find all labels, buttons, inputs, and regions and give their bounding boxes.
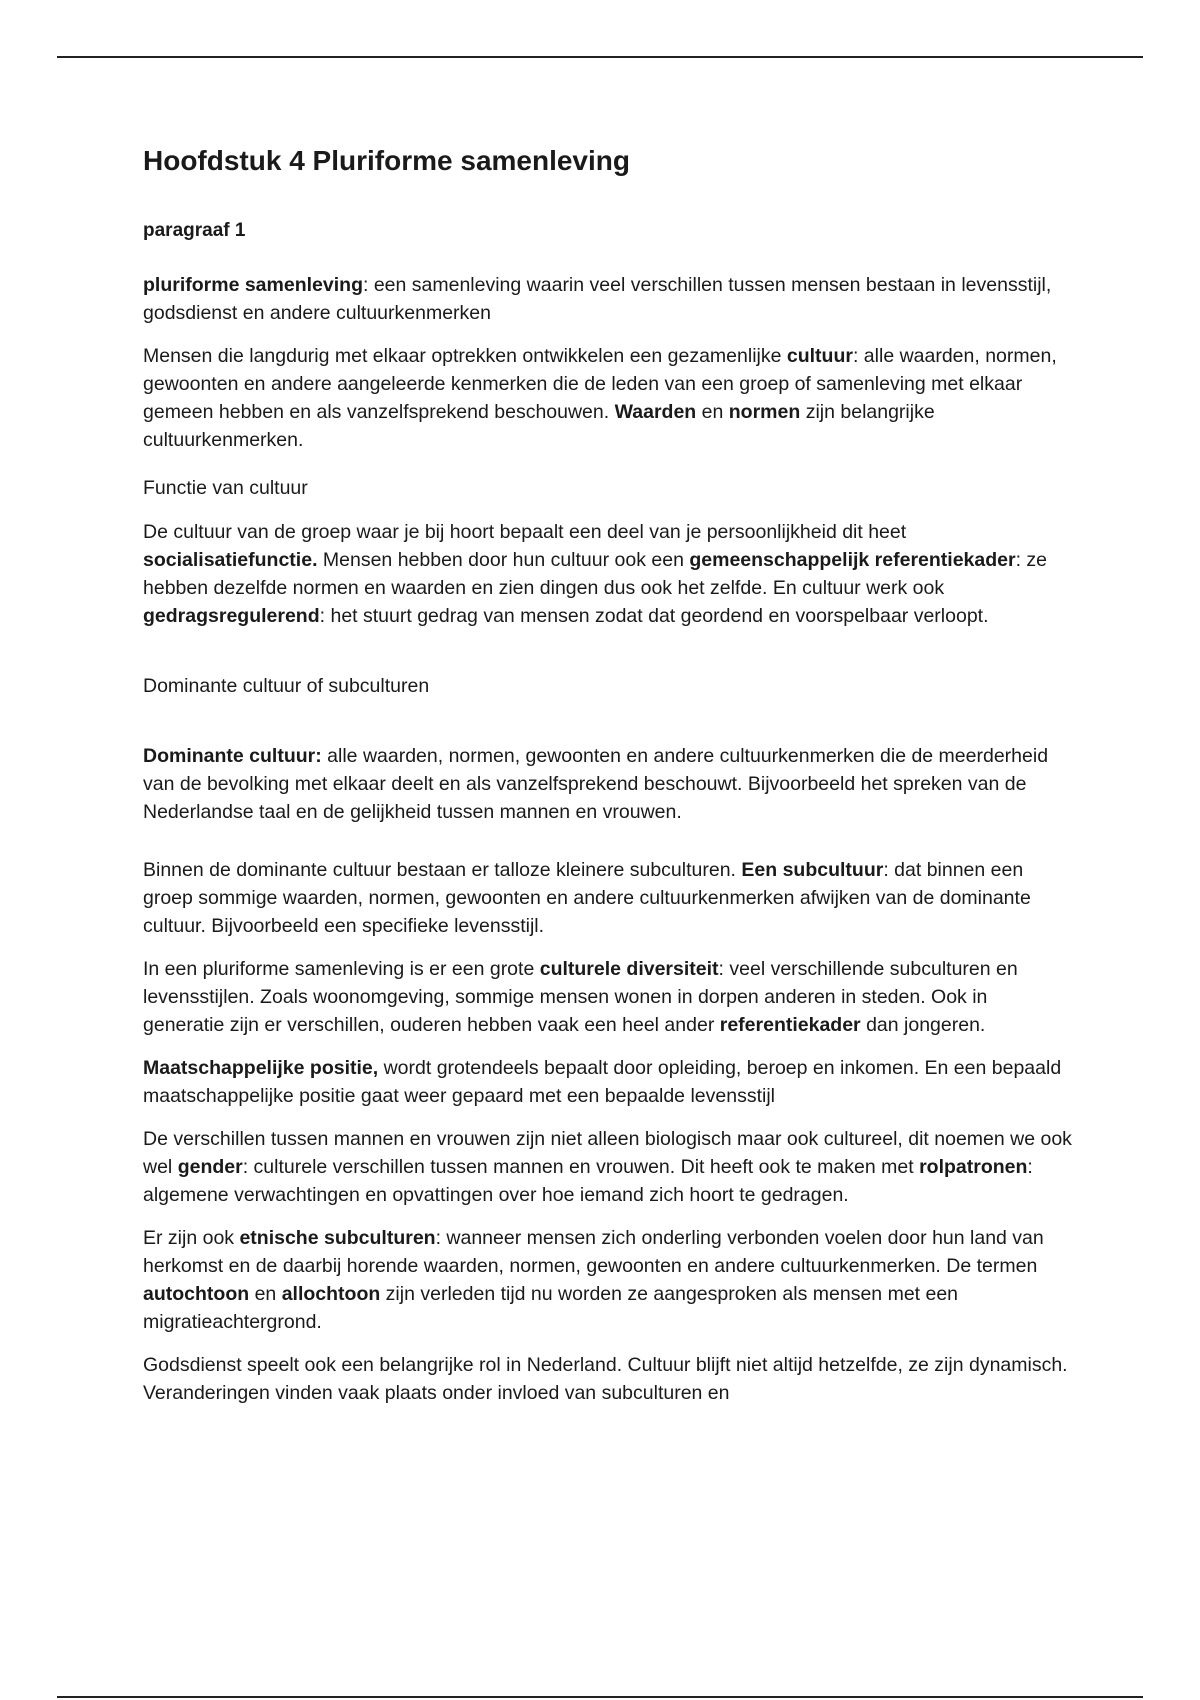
top-rule <box>57 56 1143 58</box>
paragraph-etnische-subculturen: Er zijn ook etnische subculturen: wanneer mensen zich onderling verbonden voelen door hun land van herkomst en de daarbij horende waarden, normen, gewoonten en andere cultuurkenmerken. De termen autochtoon en allochtoon zijn verleden tijd nu worden ze aangesproken als mensen met een migratieachtergrond. <box>143 1227 1044 1333</box>
term-bold: etnische subculturen <box>239 1227 436 1249</box>
subheading-dominante-cultuur: Dominante cultuur of subculturen <box>143 675 430 697</box>
term-bold: socialisatiefunctie. <box>143 549 318 571</box>
term-bold: culturele diversiteit <box>539 958 719 980</box>
term-bold: pluriforme samenleving <box>143 274 363 296</box>
term-bold: Dominante cultuur: <box>143 745 322 767</box>
term-bold: Een subcultuur <box>741 859 884 881</box>
paragraph-heading: paragraaf 1 <box>143 220 246 241</box>
paragraph-functie: De cultuur van de groep waar je bij hoort bepaalt een deel van je persoonlijkheid dit heet socialisatiefunctie. Mensen hebben door hun cultuur ook een gemeenschappelijk referentiekader: ze hebben dezelfde normen en waarden en zien dingen dus ook het zelfde. En cultuur werk ook gedragsregulerend: het stuurt gedrag van mensen zodat dat geordend en voorspelbaar verloopt. <box>143 521 1048 627</box>
paragraph-dominante-cultuur: Dominante cultuur: alle waarden, normen, gewoonten en andere cultuurkenmerken die de meerderheid van de bevolking met elkaar deelt en als vanzelfsprekend beschouwt. Bijvoorbeeld het spreken van de Nederlandse taal en de gelijkheid tussen mannen en vrouwen. <box>143 745 1049 823</box>
paragraph-maatschappelijke-positie: Maatschappelijke positie, wordt grotendeels bepaalt door opleiding, beroep en inkomen. En een bepaald maatschappelijke positie gaat weer gepaard met een bepaalde levensstijl <box>143 1057 1062 1107</box>
term-bold: gedragsregulerend <box>143 605 320 627</box>
term-bold: cultuur <box>786 345 853 367</box>
term-bold: rolpatronen <box>919 1156 1028 1178</box>
term-bold: autochtoon <box>143 1283 250 1305</box>
term-bold: Maatschappelijke positie, <box>143 1057 379 1079</box>
term-bold: gender <box>177 1156 243 1178</box>
paragraph-godsdienst: Godsdienst speelt ook een belangrijke rol in Nederland. Cultuur blijft niet altijd hetzelfde, ze zijn dynamisch. Veranderingen vinden vaak plaats onder invloed van subculturen en <box>143 1354 1068 1404</box>
chapter-title: Hoofdstuk 4 Pluriforme samenleving <box>143 145 630 176</box>
paragraph-culturele-diversiteit: In een pluriforme samenleving is er een grote culturele diversiteit: veel verschillende subculturen en levensstijlen. Zoals woonomgeving, sommige mensen wonen in dorpen anderen in steden. Ook in generatie zijn er verschillen, ouderen hebben vaak een heel ander referentiekader dan jongeren. <box>143 958 1018 1036</box>
term-bold: normen <box>728 401 801 423</box>
bottom-rule <box>57 1696 1143 1698</box>
paragraph-cultuur: Mensen die langdurig met elkaar optrekken ontwikkelen een gezamenlijke cultuur: alle waarden, normen, gewoonten en andere aangeleerde kenmerken die de leden van een groep of samenleving met elkaar gemeen hebben en als vanzelfsprekend beschouwen. Waarden en normen zijn belangrijke cultuurkenmerken. <box>143 345 1057 451</box>
term-bold: gemeenschappelijk referentiekader <box>689 549 1016 571</box>
paragraph-subcultuur: Binnen de dominante cultuur bestaan er talloze kleinere subculturen. Een subcultuur: dat binnen een groep sommige waarden, normen, gewoonten en andere cultuurkenmerken afwijken van de dominante cultuur. Bijvoorbeeld een specifieke levensstijl. <box>143 859 1031 937</box>
subheading-functie-van-cultuur: Functie van cultuur <box>143 477 308 499</box>
term-bold: allochtoon <box>281 1283 381 1305</box>
term-bold: referentiekader <box>719 1014 861 1036</box>
paragraph-gender: De verschillen tussen mannen en vrouwen zijn niet alleen biologisch maar ook cultureel, dit noemen we ook wel gender: culturele verschillen tussen mannen en vrouwen. Dit heeft ook te maken met rolpatronen: algemene verwachtingen en opvattingen over hoe iemand zich hoort te gedragen. <box>143 1128 1072 1206</box>
term-bold: Waarden <box>614 401 697 423</box>
definition-pluriforme-samenleving: pluriforme samenleving: een samenleving waarin veel verschillen tussen mensen bestaan in levensstijl, godsdienst en andere cultuurkenmerken <box>143 274 1052 324</box>
document-body <box>143 143 1073 1422</box>
